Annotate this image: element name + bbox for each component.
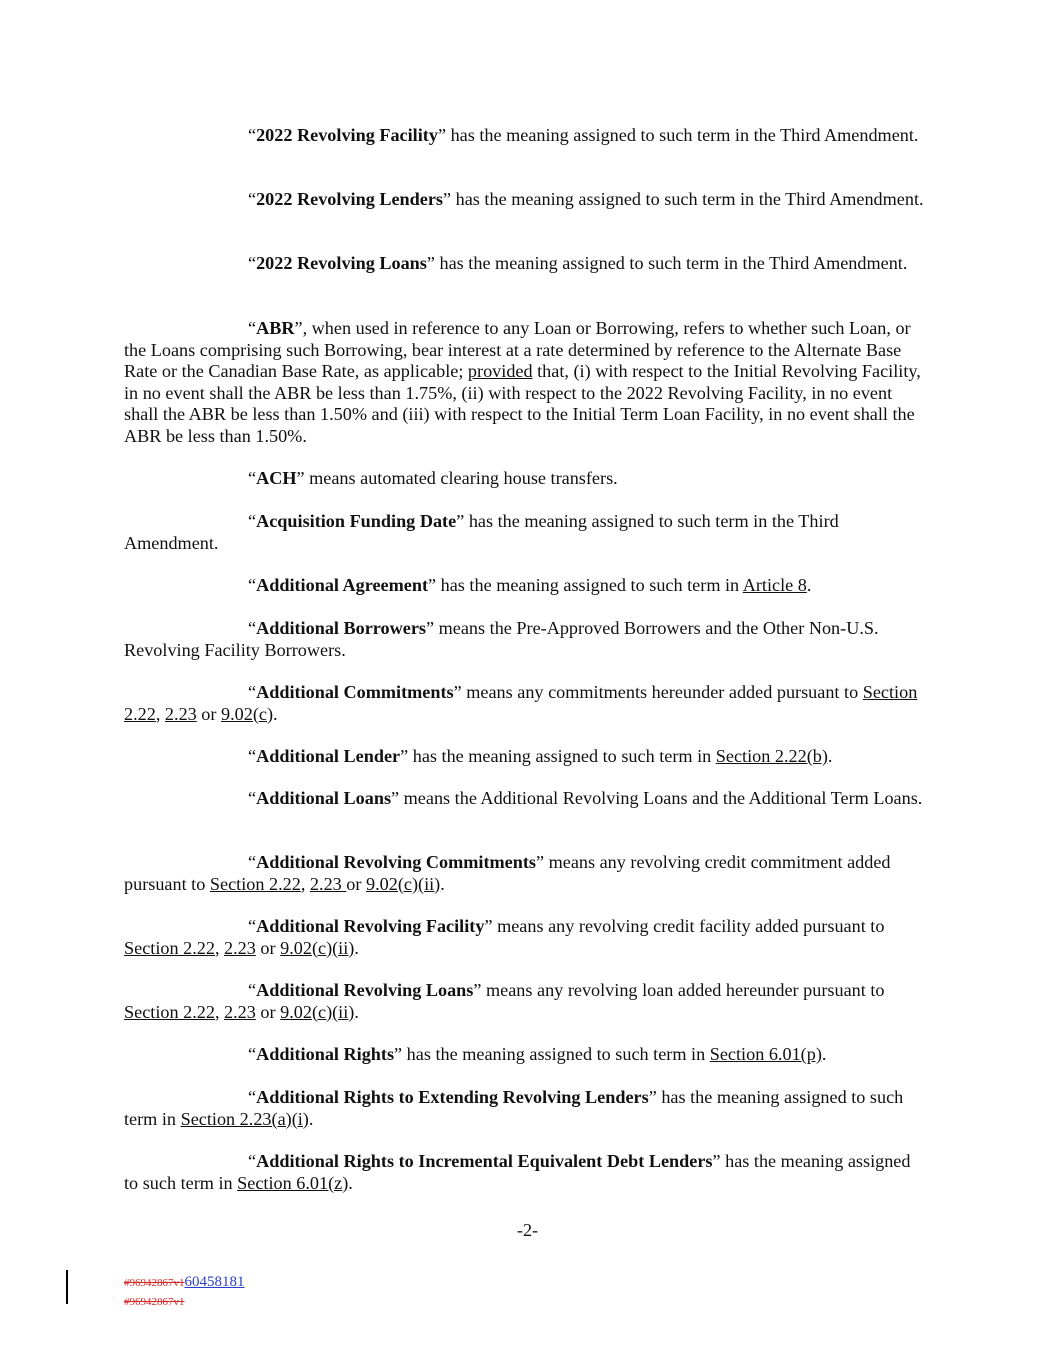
defined-term: ACH (256, 468, 297, 488)
cross-reference-link[interactable]: 2.23 (224, 937, 256, 958)
definition-additional-loans: “Additional Loans” means the Additional Revolving Loans and the Additional Term Loans. (248, 788, 923, 808)
cross-reference-link[interactable]: Article 8 (742, 575, 807, 595)
provided-emphasis: provided (467, 361, 533, 381)
cross-reference-link[interactable]: Section 2.22 (124, 682, 918, 724)
definition-abr: “ABR”, when used in reference to any Loan or Borrowing, refers to whether such Loan, or the Loans comprising such Borrowing, bear interest at a rate determined by reference to the Alternate Base Rate or the Canadian Base Rate, as applicable; provided that, (i) with respect to the Initial Revolving Facility, in no event shall the ABR be less than 1.75%, (ii) with respect to the 2022 Revolving Facility, in no event shall the ABR be less than 1.50% and (iii) with respect to the Initial Term Loan Facility, in no event shall the ABR be less than 1.50%. (124, 318, 921, 446)
defined-term: 2022 Revolving Lenders (256, 189, 444, 209)
definition-2022-revolving-facility: “2022 Revolving Facility” has the meaning assigned to such term in the Third Amendment. (248, 125, 919, 145)
cross-reference-link[interactable]: 9.02(c) (221, 703, 274, 724)
cross-reference-link[interactable]: Section 2.22 (209, 873, 301, 894)
cross-reference-link[interactable]: 2.23 (224, 1001, 256, 1022)
defined-term: Additional Commitments (256, 682, 454, 702)
definition-ach: “ACH” means automated clearing house transfers. (248, 468, 618, 488)
defined-term: Additional Revolving Loans (256, 980, 474, 1000)
definition-acquisition-funding-date: “Acquisition Funding Date” has the meaning assigned to such term in the Third Amendment. (124, 511, 839, 553)
definition-additional-revolving-facility: “Additional Revolving Facility” means any revolving credit facility added pursuant to Section 2.22, 2.23 or 9.02(c)(ii). (124, 916, 885, 958)
inserted-doc-id: 60458181 (184, 1274, 245, 1290)
definition-additional-commitments: “Additional Commitments” means any commitments hereunder added pursuant to Section 2.22, 2.23 or 9.02(c). (124, 682, 918, 724)
cross-reference-link[interactable]: 9.02(c)(ii) (280, 1001, 355, 1022)
definition-additional-rights: “Additional Rights” has the meaning assigned to such term in Section 6.01(p). (248, 1044, 827, 1064)
cross-reference-link[interactable]: Section 6.01(p) (709, 1044, 822, 1064)
defined-term: Additional Loans (256, 788, 392, 808)
definition-2022-revolving-lenders: “2022 Revolving Lenders” has the meaning assigned to such term in the Third Amendment. (248, 189, 924, 209)
change-bar (66, 1270, 68, 1304)
defined-term: Acquisition Funding Date (256, 511, 457, 531)
deleted-doc-id: #96942867v1 (124, 1277, 185, 1289)
cross-reference-link[interactable]: 2.23 (309, 873, 347, 894)
definition-additional-revolving-loans: “Additional Revolving Loans” means any revolving loan added hereunder pursuant to Section 2.22, 2.23 or 9.02(c)(ii). (124, 980, 885, 1022)
defined-term: 2022 Revolving Loans (256, 253, 427, 273)
definition-additional-agreement: “Additional Agreement” has the meaning assigned to such term in Article 8. (248, 575, 812, 595)
cross-reference-link[interactable]: Section 2.22(b) (715, 746, 828, 766)
defined-term: Additional Agreement (256, 575, 429, 595)
definition-additional-borrowers: “Additional Borrowers” means the Pre-Approved Borrowers and the Other Non-U.S. Revolving Facility Borrowers. (124, 618, 879, 660)
cross-reference-link[interactable]: Section 2.22 (124, 937, 215, 958)
cross-reference-link[interactable]: 9.02(c)(ii) (366, 873, 441, 894)
defined-term: Additional Revolving Facility (256, 916, 485, 936)
page-number: -2- (516, 1220, 539, 1240)
deleted-doc-id-line2: #96942867v1 (124, 1296, 185, 1308)
cross-reference-link[interactable]: 9.02(c)(ii) (280, 937, 355, 958)
defined-term: Additional Borrowers (256, 618, 426, 638)
definition-2022-revolving-loans: “2022 Revolving Loans” has the meaning assigned to such term in the Third Amendment. (248, 253, 908, 273)
defined-term: Additional Revolving Commitments (256, 852, 536, 872)
definition-additional-rights-incremental-equivalent-debt-lenders: “Additional Rights to Incremental Equivalent Debt Lenders” has the meaning assigned to such term in Section 6.01(z). (124, 1151, 911, 1193)
cross-reference-link[interactable]: Section 2.23(a)(i) (180, 1108, 309, 1129)
defined-term: Additional Rights (256, 1044, 395, 1064)
defined-term: Additional Rights to Incremental Equivalent Debt Lenders (256, 1151, 713, 1171)
definition-additional-revolving-commitments: “Additional Revolving Commitments” means any revolving credit commitment added pursuant to Section 2.22, 2.23 or 9.02(c)(ii). (124, 852, 891, 894)
definition-additional-rights-extending-revolving-lenders: “Additional Rights to Extending Revolving Lenders” has the meaning assigned to such term in Section 2.23(a)(i). (124, 1087, 904, 1129)
defined-term: Additional Lender (256, 746, 401, 766)
cross-reference-link[interactable]: Section 6.01(z) (237, 1172, 349, 1193)
document-id-footer (124, 1272, 245, 1310)
cross-reference-link[interactable]: Section 2.22 (124, 1001, 215, 1022)
defined-term: 2022 Revolving Facility (256, 125, 438, 145)
defined-term: Additional Rights to Extending Revolving Lenders (256, 1087, 649, 1107)
definition-additional-lender: “Additional Lender” has the meaning assigned to such term in Section 2.22(b). (248, 746, 833, 766)
defined-term: ABR (256, 318, 295, 338)
cross-reference-link[interactable]: 2.23 (164, 703, 197, 724)
